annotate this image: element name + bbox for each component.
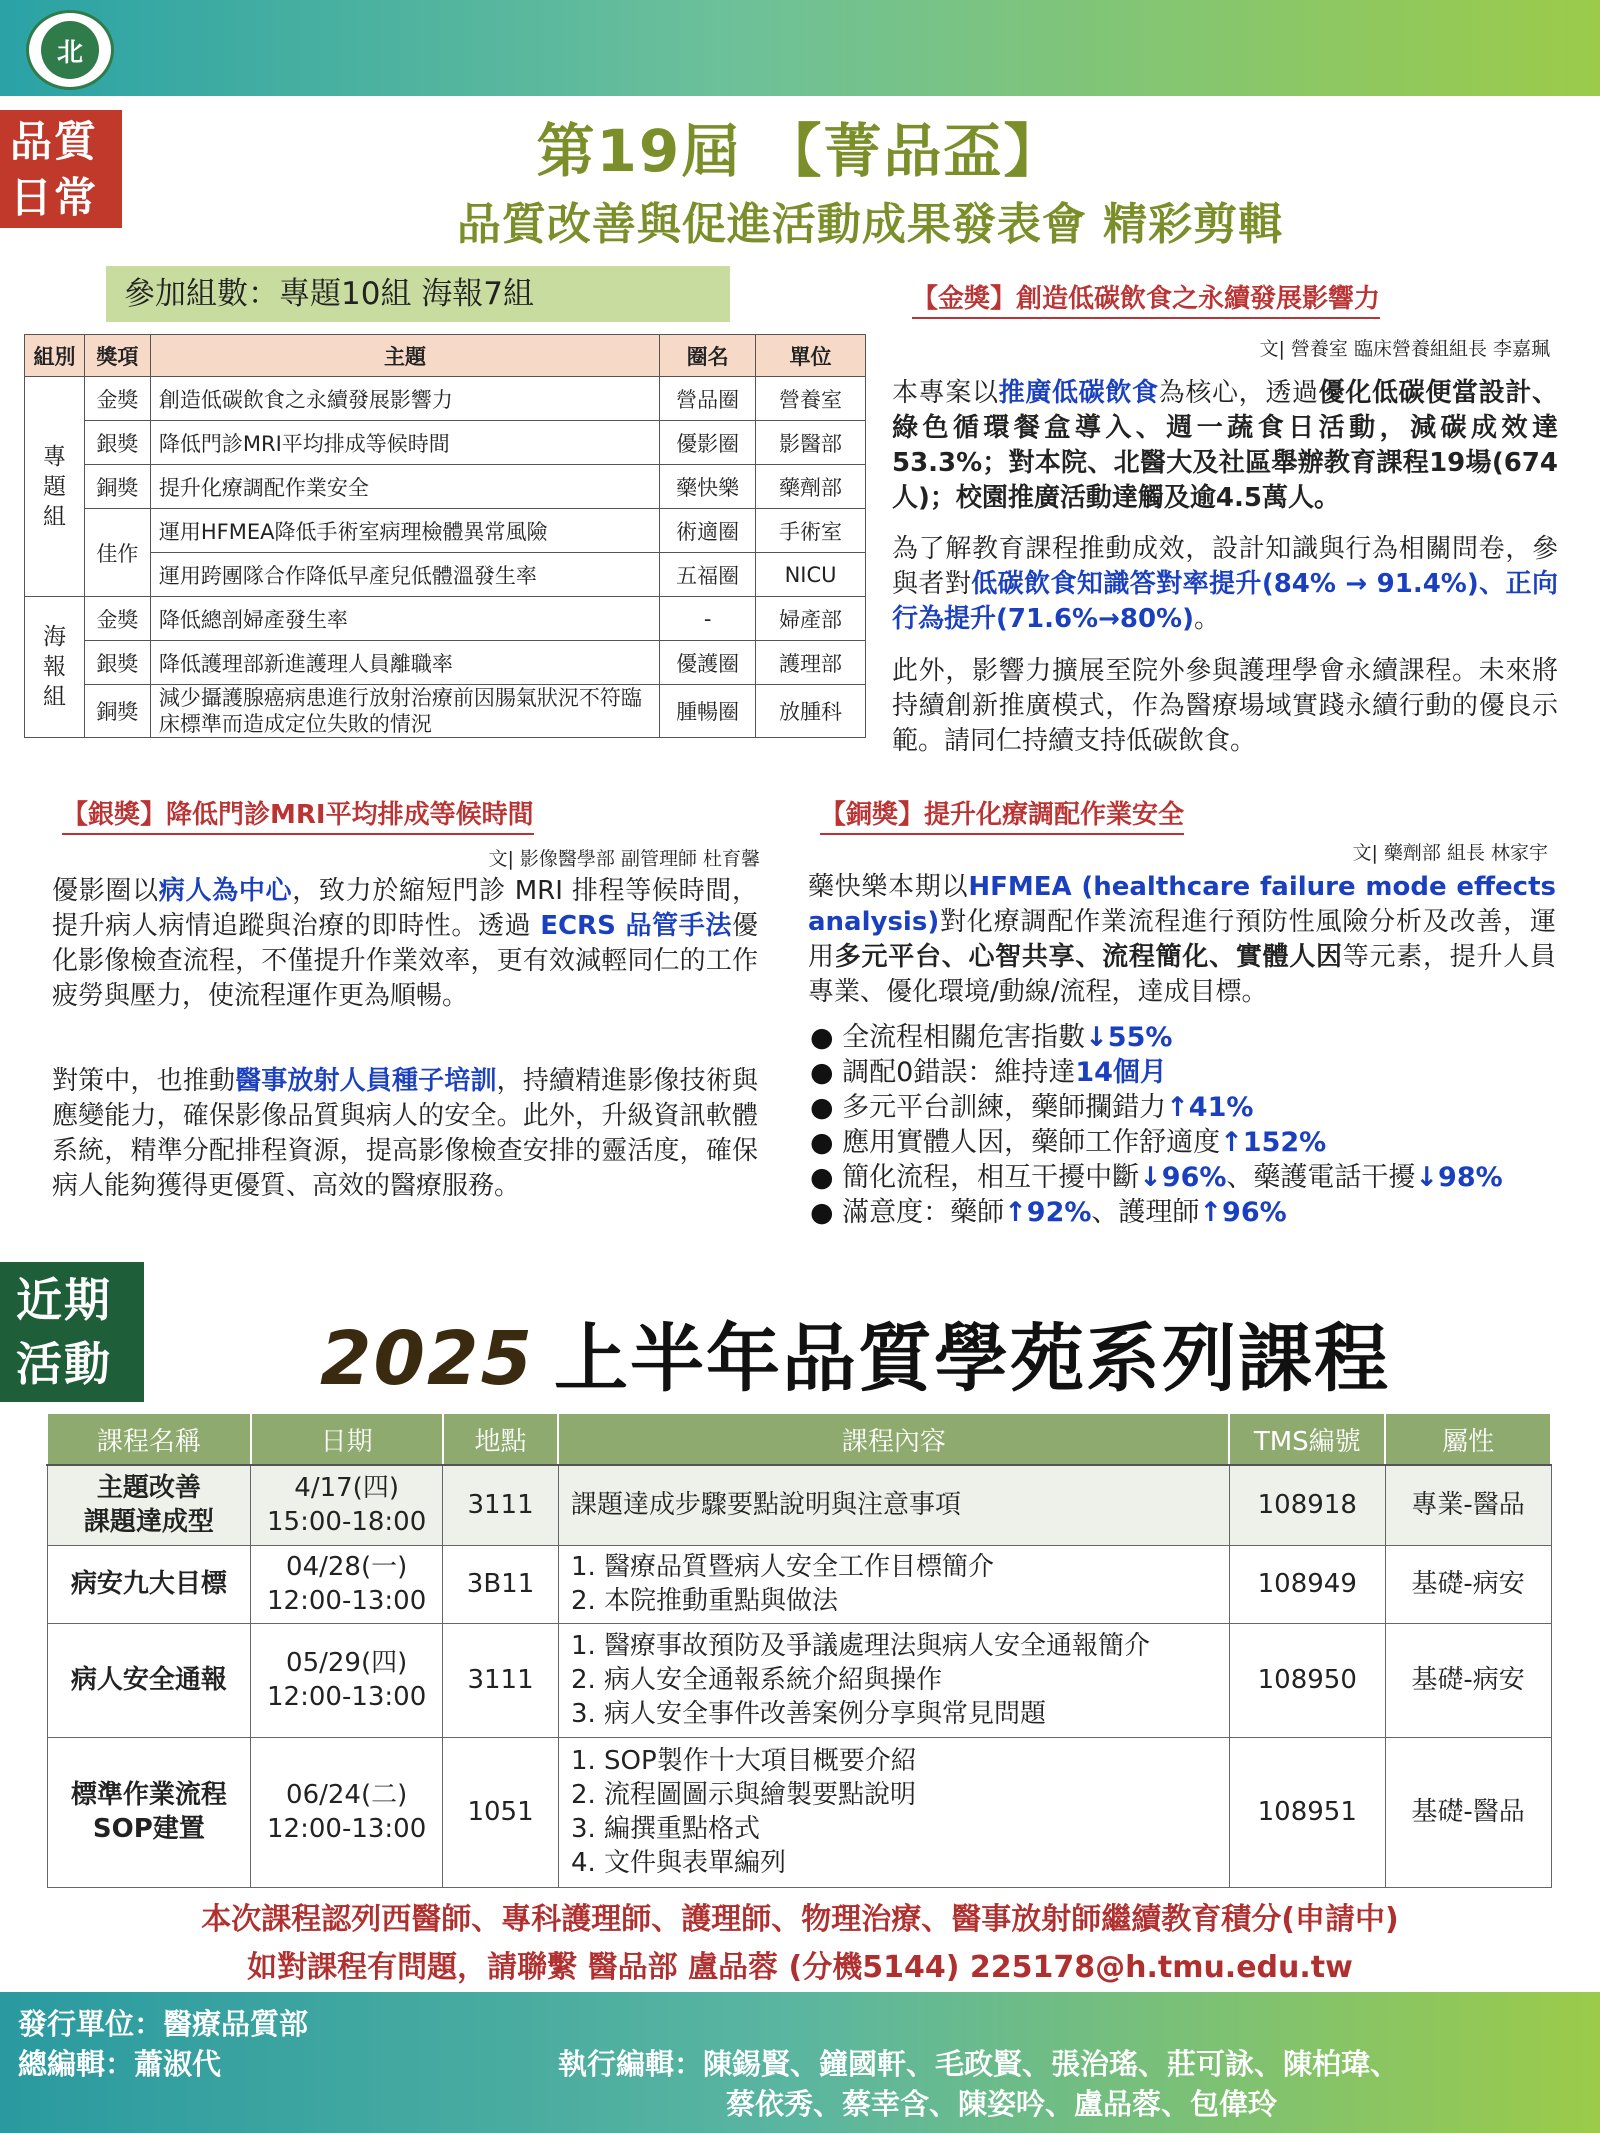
course-name: 病人安全通報	[47, 1623, 251, 1737]
award-cell: 銅獎	[84, 465, 150, 509]
topic-cell: 減少攝護腺癌病患進行放射治療前因腸氣狀況不符臨床標準而造成定位失敗的情況	[150, 685, 659, 738]
unit-cell: 婦產部	[756, 597, 866, 641]
course-attr: 基礎-病安	[1385, 1545, 1551, 1623]
topic-cell: 運用HFMEA降低手術室病理檢體異常風險	[150, 509, 659, 553]
table-row	[47, 1737, 1551, 1887]
col-course-name: 課程名稱	[47, 1413, 251, 1465]
award-cell: 金獎	[84, 597, 150, 641]
group-poster: 海 報 組	[25, 597, 85, 738]
course-content: 1. 醫療事故預防及爭議處理法與病人安全通報簡介 2. 病人安全通報系統介紹與操作 3. 病人安全事件改善案例分享與常見問題	[558, 1623, 1229, 1737]
col-circle: 圈名	[660, 335, 756, 377]
footer-issuer: 發行單位：醫療品質部	[18, 2007, 309, 2041]
topic-cell: 降低總剖婦產發生率	[150, 597, 659, 641]
page-title: 第19屆 【菁品盃】	[536, 117, 1064, 185]
circle-cell: 藥快樂	[660, 465, 756, 509]
gold-byline: 文| 營養室 臨床營養組組長 李嘉珮	[1259, 338, 1550, 360]
course-title-text: 上半年品質學苑系列課程	[553, 1316, 1390, 1402]
unit-cell: 影醫部	[756, 421, 866, 465]
footer-chief-editor: 總編輯：蕭淑代	[18, 2047, 222, 2081]
list-item: ● 簡化流程，相互干擾中斷↓96%、藥護電話干擾↓98%	[810, 1160, 1580, 1195]
footer-exec-editors-line2: 蔡依秀、蔡幸含、陳姿吟、盧品蓉、包偉玲	[726, 2087, 1278, 2121]
bronze-paragraph-1: 藥快樂本期以HFMEA (healthcare failure mode effects analysis)對化療調配作業流程進行預防性風險分析及改善，運用多元平台、心智共享、流程簡化、實體人因等元素，提升人員專業、優化環境/動線/流程，達成目標。	[808, 872, 1556, 1007]
list-item: ● 應用實體人因，藥師工作舒適度↑152%	[810, 1125, 1580, 1160]
bronze-results-list	[810, 1020, 1580, 1230]
list-item: ● 調配0錯誤：維持達14個月	[810, 1055, 1580, 1090]
footer-exec-editors-line1: 執行編輯：陳錫賢、鐘國軒、毛政賢、張治瑤、莊可詠、陳柏瑋、	[558, 2047, 1400, 2081]
courses-table-header	[47, 1413, 1551, 1465]
course-date: 04/28(一) 12:00-13:00	[251, 1545, 443, 1623]
gold-paragraph-3: 此外，影響力擴展至院外參與護理學會永續課程。未來將持續創新推廣模式，作為醫療場域實踐永續行動的優良示範。請同仁持續支持低碳飲食。	[892, 656, 1558, 756]
course-content: 1. 醫療品質暨病人安全工作目標簡介 2. 本院推動重點與做法	[558, 1545, 1229, 1623]
courses-table	[46, 1412, 1552, 1888]
gold-paragraph-1: 本專案以推廣低碳飲食為核心，透過優化低碳便當設計、綠色循環餐盒導入、週一蔬食日活動，減碳成效達53.3%；對本院、北醫大及社區舉辦教育課程19場(674人)；校園推廣活動達觸及逾4.5萬人。	[892, 378, 1558, 513]
tag-recent-activities	[0, 1262, 144, 1402]
footer-band	[0, 1992, 1600, 2133]
circle-cell: 優護圈	[660, 641, 756, 685]
course-series-title	[320, 1300, 1390, 1406]
table-row	[47, 1623, 1551, 1737]
course-tms: 108951	[1229, 1737, 1385, 1887]
tag-quality-line1: 品質	[10, 117, 99, 166]
circle-cell: 營品圈	[660, 377, 756, 421]
bronze-heading: 【銅獎】提升化療調配作業安全	[820, 794, 1184, 835]
topic-cell: 降低護理部新進護理人員離職率	[150, 641, 659, 685]
award-cell: 佳作	[84, 509, 150, 597]
award-cell: 金獎	[84, 377, 150, 421]
course-attr: 專業-醫品	[1385, 1465, 1551, 1545]
tag-recent-line2: 活動	[16, 1337, 112, 1391]
silver-heading: 【銀獎】降低門診MRI平均排成等候時間	[62, 794, 534, 835]
groups-count-banner: 參加組數：專題10組 海報7組	[106, 266, 730, 322]
col-location: 地點	[443, 1413, 559, 1465]
unit-cell: NICU	[756, 553, 866, 597]
credit-note: 本次課程認列西醫師、專科護理師、護理師、物理治療、醫事放射師繼續教育積分(申請中)	[201, 1902, 1399, 1937]
circle-cell: 腫暢圈	[660, 685, 756, 738]
table-row	[25, 377, 866, 421]
col-attribute: 屬性	[1385, 1413, 1551, 1465]
circle-cell: 術適圈	[660, 509, 756, 553]
unit-cell: 手術室	[756, 509, 866, 553]
course-tms: 108950	[1229, 1623, 1385, 1737]
list-item: ● 滿意度：藥師↑92%、護理師↑96%	[810, 1195, 1580, 1230]
table-row	[25, 597, 866, 641]
silver-paragraph-2: 對策中，也推動醫事放射人員種子培訓，持續精進影像技術與應變能力，確保影像品質與病人的安全。此外，升級資訊軟體系統，精準分配排程資源，提高影像檢查安排的靈活度，確保病人能夠獲得更優質、高效的醫療服務。	[52, 1066, 758, 1201]
topic-cell: 降低門診MRI平均排成等候時間	[150, 421, 659, 465]
unit-cell: 營養室	[756, 377, 866, 421]
tag-recent-line1: 近期	[16, 1273, 112, 1327]
group-project: 專 題 組	[25, 377, 85, 597]
course-year: 2025	[320, 1316, 534, 1402]
table-row	[25, 685, 866, 738]
award-cell: 銀獎	[84, 421, 150, 465]
header-band	[0, 0, 1600, 96]
awards-table	[24, 334, 866, 738]
table-row	[47, 1465, 1551, 1545]
course-name: 標準作業流程 SOP建置	[47, 1737, 251, 1887]
award-cell: 銅獎	[84, 685, 150, 738]
contact-note: 如對課程有問題，請聯繫 醫品部 盧品蓉 (分機5144) 225178@h.tmu.edu.tw	[247, 1950, 1353, 1985]
col-topic: 主題	[150, 335, 659, 377]
course-room: 3B11	[443, 1545, 559, 1623]
logo-emblem: 北	[41, 21, 99, 79]
gold-heading: 【金獎】創造低碳飲食之永續發展影響力	[912, 278, 1380, 319]
table-row	[25, 553, 866, 597]
unit-cell: 護理部	[756, 641, 866, 685]
col-content: 課程內容	[558, 1413, 1229, 1465]
table-row	[25, 641, 866, 685]
circle-cell: 優影圈	[660, 421, 756, 465]
table-row	[25, 509, 866, 553]
col-tms: TMS編號	[1229, 1413, 1385, 1465]
course-content: 課題達成步驟要點說明與注意事項	[558, 1465, 1229, 1545]
course-room: 3111	[443, 1623, 559, 1737]
silver-byline: 文| 影像醫學部 副管理師 杜育馨	[488, 848, 760, 870]
course-room: 3111	[443, 1465, 559, 1545]
circle-cell: 五福圈	[660, 553, 756, 597]
unit-cell: 藥劑部	[756, 465, 866, 509]
course-tms: 108949	[1229, 1545, 1385, 1623]
col-unit: 單位	[756, 335, 866, 377]
silver-paragraph-1: 優影圈以病人為中心，致力於縮短門診 MRI 排程等候時間，提升病人病情追蹤與治療的即時性。透過 ECRS 品管手法優化影像檢查流程，不僅提升作業效率，更有效減輕同仁的工作疲勞與壓力，使流程運作更為順暢。	[52, 876, 758, 1011]
col-award: 獎項	[84, 335, 150, 377]
unit-cell: 放腫科	[756, 685, 866, 738]
topic-cell: 提升化療調配作業安全	[150, 465, 659, 509]
course-name: 主題改善 課題達成型	[47, 1465, 251, 1545]
course-name: 病安九大目標	[47, 1545, 251, 1623]
col-group: 組別	[25, 335, 85, 377]
table-row	[47, 1545, 1551, 1623]
course-room: 1051	[443, 1737, 559, 1887]
course-content: 1. SOP製作十大項目概要介紹 2. 流程圖圖示與繪製要點說明 3. 編撰重點格式 4. 文件與表單編列	[558, 1737, 1229, 1887]
course-date: 06/24(二) 12:00-13:00	[251, 1737, 443, 1887]
topic-cell: 運用跨團隊合作降低早產兒低體溫發生率	[150, 553, 659, 597]
list-item: ● 全流程相關危害指數↓55%	[810, 1020, 1580, 1055]
course-date: 05/29(四) 12:00-13:00	[251, 1623, 443, 1737]
page-subtitle: 品質改善與促進活動成果發表會 精彩剪輯	[456, 199, 1284, 250]
course-attr: 基礎-醫品	[1385, 1737, 1551, 1887]
tag-quality-line2: 日常	[10, 173, 99, 222]
col-date: 日期	[251, 1413, 443, 1465]
award-cell: 銀獎	[84, 641, 150, 685]
topic-cell: 創造低碳飲食之永續發展影響力	[150, 377, 659, 421]
circle-cell: -	[660, 597, 756, 641]
table-row	[25, 465, 866, 509]
bronze-byline: 文| 藥劑部 組長 林家宇	[1352, 842, 1548, 864]
course-attr: 基礎-病安	[1385, 1623, 1551, 1737]
list-item: ● 多元平台訓練，藥師攔錯力↑41%	[810, 1090, 1580, 1125]
university-logo	[26, 10, 114, 90]
course-tms: 108918	[1229, 1465, 1385, 1545]
gold-paragraph-2: 為了解教育課程推動成效，設計知識與行為相關問卷，參與者對低碳飲食知識答對率提升(84% → 91.4%)、正向行為提升(71.6%→80%)。	[892, 534, 1558, 634]
course-date: 4/17(四) 15:00-18:00	[251, 1465, 443, 1545]
awards-table-header	[25, 335, 866, 377]
table-row	[25, 421, 866, 465]
